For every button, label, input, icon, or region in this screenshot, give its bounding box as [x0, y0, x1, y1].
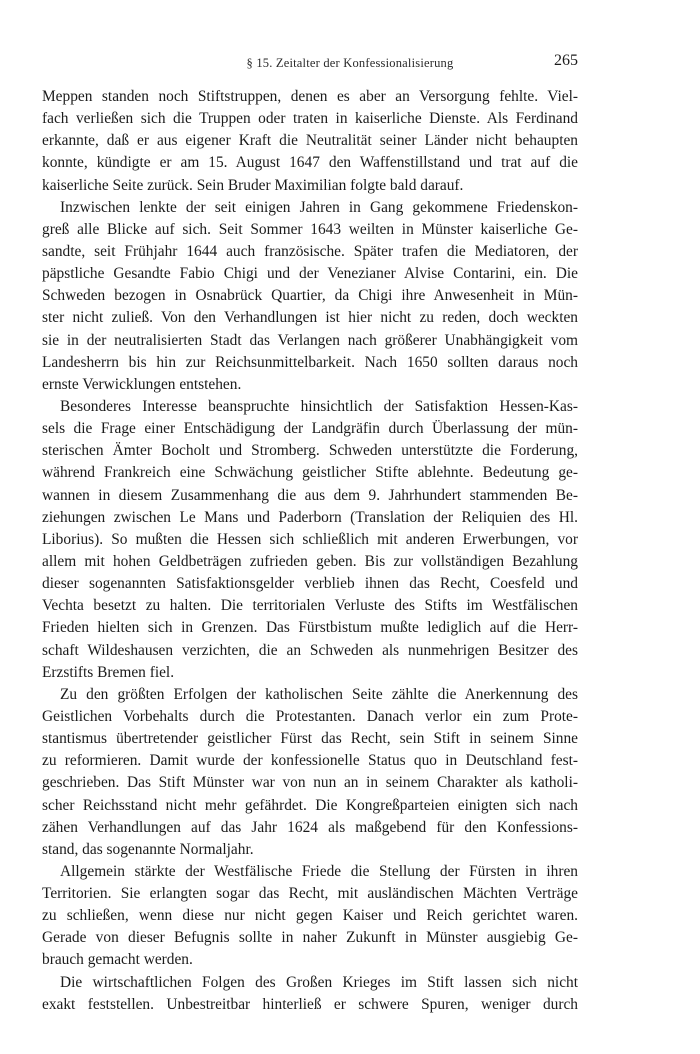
text-line: sie in der neutralisierten Stadt das Verlangen nach größerer Unabhängigkeit vom [42, 331, 578, 349]
text-line: Zu den größten Erfolgen der katholischen Seite zählte die Anerkennung des [60, 685, 578, 703]
text-line: Besonderes Interesse beanspruchte hinsichtlich der Satisfaktion Hessen-Kas- [60, 397, 578, 415]
text-line: Landesherrn bis hin zur Reichsunmittelbarkeit. Nach 1650 sollten daraus noch [42, 353, 578, 371]
text-line: schaft Wildeshausen verzichten, die an Schweden als nunmehrigen Besitzer des [42, 641, 578, 659]
running-title: § 15. Zeitalter der Konfessionalisierung [246, 56, 454, 70]
text-line: stand, das sogenannte Normaljahr. [42, 840, 254, 858]
text-line: päpstliche Gesandte Fabio Chigi und der Venezianer Alvise Contarini, ein. Die [42, 265, 578, 283]
text-line: Geistlichen Vorbehalts durch die Protestanten. Danach verlor ein zum Prote- [42, 707, 578, 725]
text-line: sandte, seit Frühjahr 1644 auch französische. Später trafen die Mediatoren, der [42, 242, 578, 260]
text-line: brauch gemacht werden. [42, 951, 193, 969]
text-line: während Frankreich eine Schwächung geistlicher Stifte ablehnte. Bedeutung ge- [42, 464, 578, 482]
text-line: Die wirtschaftlichen Folgen des Großen Krieges im Stift lassen sich nicht [60, 973, 578, 991]
text-line: ster nicht zuließ. Von den Verhandlungen ist hier nicht zu reden, doch weckten [42, 309, 578, 327]
text-line: greß alle Blicke auf sich. Seit Sommer 1643 weilten in Münster kaiserliche Ge- [42, 220, 578, 238]
text-line: Schweden bezogen in Osnabrück Quartier, da Chigi ihre Anwesenheit in Mün- [42, 287, 578, 305]
text-line: wannen in diesem Zusammenhang die aus dem 9. Jahrhundert stammenden Be- [42, 486, 578, 504]
text-line: stantismus übertretender geistlicher Fürst das Recht, sein Stift in seinem Sinne [42, 730, 578, 748]
text-line: Frieden hielten sich in Grenzen. Das Fürstbistum mußte lediglich auf die Herr- [42, 619, 578, 637]
page-header [0, 52, 700, 74]
page-number: 265 [554, 52, 578, 69]
text-line: zu schließen, wenn diese nur nicht gegen Kaiser und Reich gerichtet waren. [42, 907, 578, 925]
text-line: sterischen Ämter Bocholt und Stromberg. Schweden unterstützte die Forderung, [42, 442, 578, 460]
text-line: Inzwischen lenkte der seit einigen Jahren in Gang gekommene Friedenskon- [60, 198, 578, 216]
text-line: dieser sogenannten Satisfaktionsgelder verblieb ihnen das Recht, Coesfeld und [42, 575, 578, 593]
text-line: konnte, kündigte er am 15. August 1647 den Waffenstillstand und trat auf die [42, 154, 578, 172]
text-line: ernste Verwicklungen entstehen. [42, 375, 242, 393]
text-line: Vechta besetzt zu halten. Die territorialen Verluste des Stifts im Westfälischen [42, 597, 578, 615]
text-line: allem mit hohen Geldbeträgen zufrieden geben. Bis zur vollständigen Bezahlung [42, 552, 578, 570]
text-line: Gerade von dieser Befugnis sollte in naher Zukunft in Münster ausgiebig Ge- [42, 929, 578, 947]
text-line: exakt feststellen. Unbestreitbar hinterließ er schwere Spuren, weniger durch [42, 995, 578, 1013]
text-line: geschrieben. Das Stift Münster war von nun an in seinem Charakter als katholi- [42, 774, 578, 792]
text-line: sels die Frage einer Entschädigung der Landgräfin durch Überlassung der mün- [42, 420, 578, 438]
text-line: zu reformieren. Damit wurde der konfessionelle Status quo in Deutschland fest- [42, 752, 578, 770]
text-line: Meppen standen noch Stiftstruppen, denen es aber an Versorgung fehlte. Viel- [42, 88, 578, 105]
text-line: Liborius). So mußten die Hessen sich schließlich mit anderen Erwerbungen, vor [42, 530, 578, 548]
text-line: Territorien. Sie erlangten sogar das Recht, mit ausländischen Mächten Verträge [42, 885, 578, 903]
text-line: ziehungen zwischen Le Mans und Paderborn (Translation der Reliquien des Hl. [42, 508, 578, 526]
body-text [42, 86, 578, 1016]
text-line: zähen Verhandlungen auf das Jahr 1624 als maßgebend für den Konfessions- [42, 818, 578, 836]
text-line: fach verließen sich die Truppen oder traten in kaiserliche Dienste. Als Ferdinand [42, 110, 578, 128]
text-line: kaiserliche Seite zurück. Sein Bruder Maximilian folgte bald darauf. [42, 176, 464, 194]
text-line: Allgemein stärkte der Westfälische Friede die Stellung der Fürsten in ihren [60, 862, 578, 880]
text-line: erkannte, daß er aus eigener Kraft die Neutralität seiner Länder nicht behaupten [42, 132, 578, 150]
text-line: scher Reichsstand nicht mehr gefährdet. Die Kongreßparteien einigten sich nach [42, 796, 578, 814]
text-line: Erzstifts Bremen fiel. [42, 663, 175, 681]
